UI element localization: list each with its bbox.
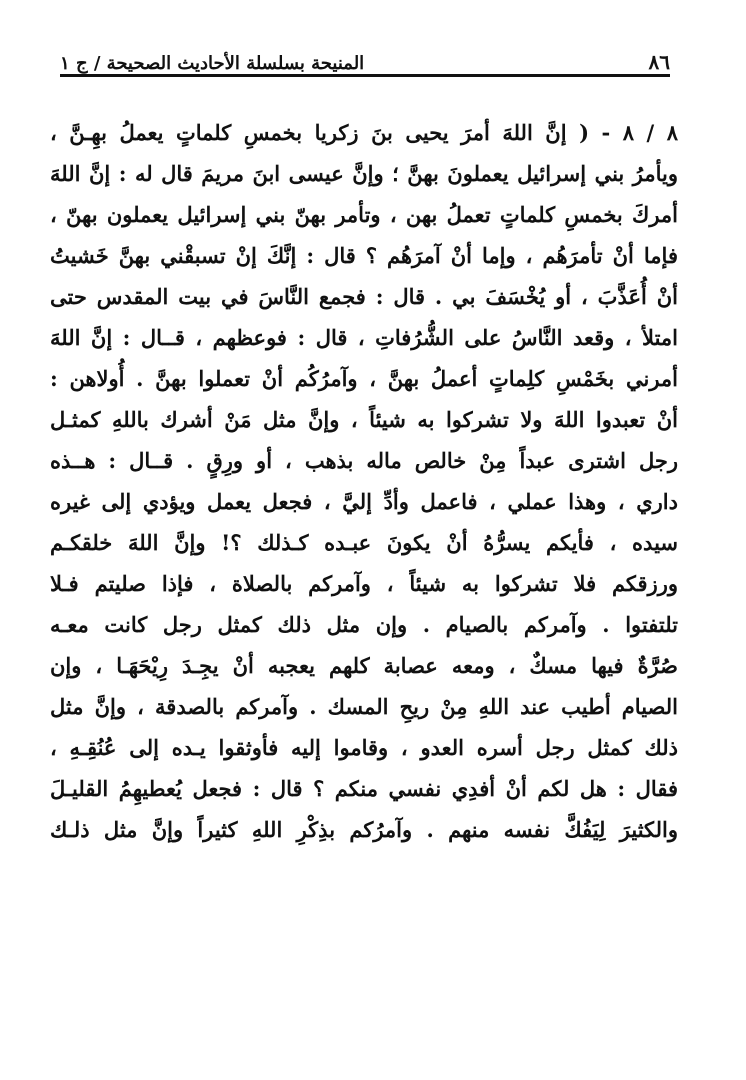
- text-line: تلتفتوا . وآمركم بالصيام . وإن مثل ذلك كمثل رجل كانت معـه: [50, 612, 678, 637]
- hadith-text: [50, 112, 678, 850]
- text-line: أنْ تعبدوا اللهَ ولا تشركوا به شيئاً ، وإنَّ مثل مَنْ أشرك باللهِ كمثـل: [50, 407, 678, 432]
- text-line: والكثيرَ لِيَفُكَّ نفسه منهم . وآمرُكم بذِكْرِ اللهِ كثيراً وإنَّ مثل ذلـك: [50, 817, 678, 842]
- text-line: أمركَ بخمسِ كلماتٍ تعملُ بهن ، وتأمر بهنّ بني إسرائيل يعملون بهنّ ،: [50, 202, 678, 227]
- page-header: [60, 34, 670, 74]
- text-line: الصيام أطيب عند اللهِ مِنْ ريحِ المسك . وآمركم بالصدقة ، وإنَّ مثل: [50, 694, 678, 719]
- text-line: ذلك كمثل رجل أسره العدو ، وقاموا إليه فأوثقوا يـده إلى عُنُقِـهِ ،: [50, 735, 678, 760]
- text-line: أنْ أُعَذَّبَ ، أو يُخْسَفَ بي . قال : فجمع النَّاسَ في بيت المقدس حتى: [50, 284, 678, 309]
- running-title: المنيحة بسلسلة الأحاديث الصحيحة / ج ١: [60, 53, 365, 74]
- text-line: فقال : هل لكم أنْ أفدِي نفسي منكم ؟ قال : فجعل يُعطيهِمُ القليـلَ: [50, 776, 678, 801]
- text-line: سيده ، فأيكم يسرُّهُ أنْ يكونَ عبـده كـذلك ؟! وإنَّ اللهَ خلقكـم: [50, 530, 678, 555]
- text-line: ورزقكم فلا تشركوا به شيئاً ، وآمركم بالصلاة ، فإذا صليتم فـلا: [50, 571, 678, 596]
- text-line: رجل اشترى عبداً مِنْ خالص ماله بذهب ، أو ورِقٍ . قــال : هــذه: [50, 448, 678, 473]
- header-rule: [60, 74, 670, 77]
- text-line: أمرني بخَمْسِ كلِماتٍ أعملُ بهنَّ ، وآمرُكُم أنْ تعملوا بهنَّ . أُولاهن :: [50, 366, 678, 391]
- text-line: صُرَّةٌ فيها مسكٌ ، ومعه عصابة كلهم يعجبه أنْ يجِـدَ رِيْحَهَـا ، وإن: [50, 653, 678, 678]
- page-number: ٨٦: [648, 50, 670, 74]
- text-line: داري ، وهذا عملي ، فاعمل وأدِّ إليَّ ، فجعل يعمل ويؤدي إلى غيره: [50, 489, 678, 514]
- text-line: امتلأ ، وقعد النَّاسُ على الشُّرُفاتِ ، قال : فوعظهم ، قــال : إنَّ اللهَ: [50, 325, 678, 350]
- text-line: ويأمرُ بني إسرائيل يعملونَ بهنَّ ؛ وإنَّ عيسى ابنَ مريمَ قال له : إنَّ اللهَ: [50, 161, 678, 186]
- text-line: فإما أنْ تأمرَهُم ، وإما أنْ آمرَهُم ؟ قال : إنَّكَ إنْ تسبقْني بهنَّ خَشيتُ: [50, 243, 678, 268]
- text-line: ٨ / ٨ - ( إنَّ اللهَ أمرَ يحيى بنَ زكريا بخمسِ كلماتٍ يعملُ بهِـنَّ ،: [50, 120, 678, 145]
